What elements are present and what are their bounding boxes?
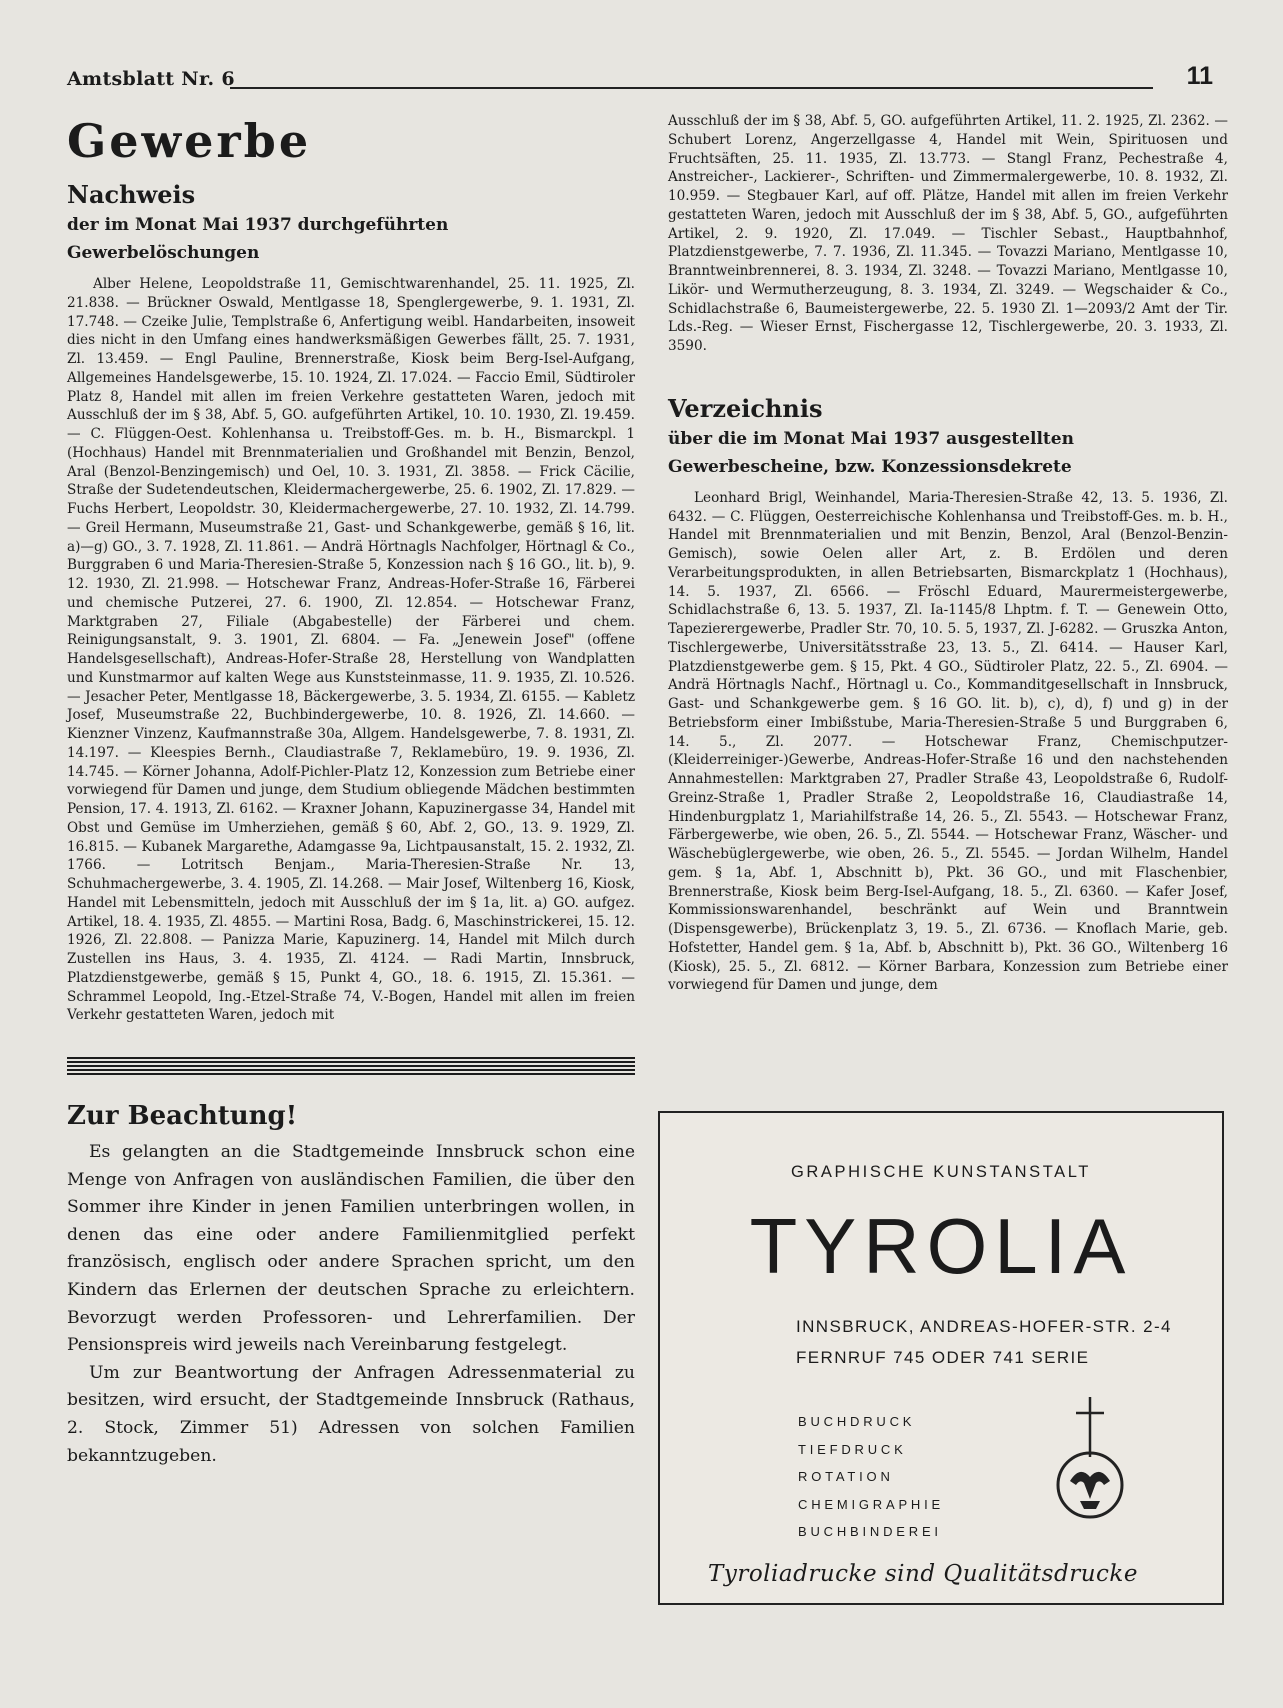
ad-service: TIEFDRUCK — [798, 1441, 907, 1457]
main-title: Gewerbe — [67, 114, 312, 168]
notice-paragraph-2: Um zur Beantwortung der Anfragen Adressenmaterial zu besitzen, wird ersucht, der Stadtgemeinde Innsbruck (Rathaus, 2. Stock, Zimmer 51) Adressen von solchen Familien bekanntzugeben. — [67, 1362, 635, 1466]
ad-service: BUCHDRUCK — [798, 1414, 916, 1429]
notice-paragraph-1: Es gelangten an die Stadtgemeinde Innsbruck schon eine Menge von Anfragen von ausländischen Familien, die über den Sommer ihre Kinder in jenen Familien unterbringen wollen, in denen das eine oder andere Familienmitglied perfekt französisch, englisch oder andere Sprachen spricht, um den Kindern das Erlernen der deutschen Sprache zu erleichtern. Bevorzugt werden Professoren- und Lehrerfamilien. Der Pensionspreis wird jeweils nach Vereinbarung festgelegt. — [67, 1142, 635, 1356]
ad-address-block — [796, 1311, 1172, 1373]
page-header — [67, 62, 1213, 92]
verzeichnis-text: Leonhard Brigl, Weinhandel, Maria-Theresien-Straße 42, 13. 5. 1936, Zl. 6432. — C. Flüggen, Oesterreichische Kohlenhansa und Treibstoff-Ges. m. b. H., Handel mit Brennmaterialien und mit Benzin, Benzol, Aral (Benzol-Benzin-Gemisch), sowie Oelen aller Art, z. B. Erdölen und deren Verarbeitungsprodukten, in allen Betriebsarten, Bismarckplatz 1 (Hochhaus), 14. 5. 1937, Zl. 6566. — Fröschl Eduard, Maurermeistergewerbe, Schidlachstraße 6, 13. 5. 1937, Zl. Ia-1145/8 Lhptm. f. T. — Genewein Otto, Tapezierergewerbe, Pradler Str. 70, 10. 5. 5, 1937, Zl. J-6282. — Gruszka Anton, Tischlergewerbe, Universitätsstraße 23, 13. 5., Zl. 6414. — Hauser Karl, Platzdienstgewerbe gem. § 15, Pkt. 4 GO., Südtiroler Platz, 22. 5., Zl. 6904. — Andrä Hörtnagls Nachf., Hörtnagl u. Co., Kommanditgesellschaft in Innsbruck, Gast- und Schankgewerbe gem. § 16 GO. lit. b), c), d), f) und g) in der Betriebsform einer Imbißstube, Maria-Theresien-Straße 5 und Burggraben 6, 14. 5., Zl. 2077. — Hotschewar Franz, Chemischputzer-(Kleiderreiniger-)Gewerbe, Andreas-Hofer-Straße 16 und den nachstehenden Annahmestellen: Marktgraben 27, Pradler Straße 43, Leopoldstraße 6, Rudolf-Greinz-Straße 1, Pradler Straße 2, Leopoldstraße 16, Claudiastraße 14, Hindenburgplatz 1, Mariahilfstraße 14, 26. 5., Zl. 5543. — Hotschewar Franz, Färbergewerbe, wie oben, 26. 5., Zl. 5544. — Hotschewar Franz, Wäscher- und Wäschebüglergewerbe, wie oben, 26. 5., Zl. 5545. — Jordan Wilhelm, Handel gem. § 1a, Abf. 1, Abschnitt b), Pkt. 36 GO., und mit Flaschenbier, Brennerstraße, Kiosk beim Berg-Isel-Aufgang, 18. 5., Zl. 6360. — Kafer Josef, Kommissionswarenhandel, beschränkt auf Wein und Branntwein (Dispensgewerbe), Brückenplatz 3, 19. 5., Zl. 6736. — Knoflach Marie, geb. Hofstetter, Handel gem. § 1a, Abf. b, Abschnitt b), Pkt. 36 GO., Wiltenberg 16 (Kiosk), 25. 5., Zl. 6812. — Körner Barbara, Konzession zum Betriebe einer vorwiegend für Damen und junge, dem — [668, 489, 1228, 994]
section-divider — [67, 1057, 635, 1075]
ad-kunstanstalt: GRAPHISCHE KUNSTANSTALT — [790, 1163, 1091, 1181]
gazette-issue: Amtsblatt Nr. 6 — [67, 68, 235, 90]
verzeichnis-subtitle: über die im Monat Mai 1937 ausgestellten Gewerbescheine, bzw. Konzessionsdekrete — [668, 428, 1074, 477]
nachweis-subtitle: der im Monat Mai 1937 durchgeführten Gewerbelöschungen — [67, 215, 449, 263]
tyrolia-advertisement — [658, 1111, 1224, 1605]
verzeichnis-title: Verzeichnis — [668, 393, 823, 423]
ad-phone: FERNRUF 745 ODER 741 SERIE — [796, 1348, 1090, 1367]
nachweis-title: Nachweis — [67, 180, 196, 209]
eagle-emblem-icon — [1040, 1397, 1140, 1531]
ad-service: BUCHBINDEREI — [798, 1524, 942, 1539]
ad-address: INNSBRUCK, ANDREAS-HOFER-STR. 2-4 — [796, 1317, 1172, 1336]
notice-title: Zur Beachtung! — [67, 1101, 298, 1131]
nachweis-text: Alber Helene, Leopoldstraße 11, Gemischtwarenhandel, 25. 11. 1925, Zl. 21.838. — Brückner Oswald, Mentlgasse 18, Spenglergewerbe, 9. 1. 1931, Zl. 17.748. — Czeike Julie, Templstraße 6, Anfertigung weibl. Handarbeiten, insoweit dies nicht in den Umfang eines handwerksmäßigen Gewerbes fällt, 25. 7. 1931, Zl. 13.459. — Engl Pauline, Brennerstraße, Kiosk beim Berg-Isel-Aufgang, Allgemeines Handelsgewerbe, 15. 10. 1924, Zl. 17.024. — Faccio Emil, Südtiroler Platz 8, Handel mit allen im freien Verkehre gestatteten Waren, jedoch mit Ausschluß der im § 38, Abf. 5, GO. aufgeführten Artikel, 10. 10. 1930, Zl. 19.459. — C. Flüggen-Oest. Kohlenhansa u. Treibstoff-Ges. m. b. H., Bismarckpl. 1 (Hochhaus) Handel mit Brennmaterialien und Großhandel mit Benzin, Benzol, Aral (Benzol-Benzingemisch) und Oel, 10. 3. 1931, Zl. 3858. — Frick Cäcilie, Straße der Sudetendeutschen, Kleidermachergewerbe, 25. 6. 1902, Zl. 17.829. — Fuchs Herbert, Leopoldstr. 30, Kleidermachergewerbe, 27. 10. 1932, Zl. 14.799. — Greil Hermann, Museumstraße 21, Gast- und Schankgewerbe, gemäß § 16, lit. a)—g) GO., 3. 7. 1928, Zl. 11.861. — Andrä Hörtnagls Nachfolger, Hörtnagl & Co., Burggraben 6 und Maria-Theresien-Straße 5, Konzession nach § 16 GO., lit. b), 9. 12. 1930, Zl. 21.998. — Hotschewar Franz, Andreas-Hofer-Straße 16, Färberei und chemische Putzerei, 27. 6. 1900, Zl. 12.854. — Hotschewar Franz, Marktgraben 27, Filiale (Abgabestelle) der Färberei und chem. Reinigungsanstalt, 9. 3. 1901, Zl. 6804. — Fa. „Jenewein Josef" (offene Handelsgesellschaft), Andreas-Hofer-Straße 28, Herstellung von Wandplatten und Kunstmarmor auf kalten Wege aus Kunststeinmasse, 11. 9. 1935, Zl. 10.526. — Jesacher Peter, Mentlgasse 18, Bäckergewerbe, 3. 5. 1934, Zl. 6155. — Kabletz Josef, Museumstraße 22, Buchbindergewerbe, 10. 8. 1926, Zl. 14.660. — Kienzner Vinzenz, Kaufmannstraße 30a, Allgem. Handelsgewerbe, 7. 8. 1931, Zl. 14.197. — Kleespies Bernh., Claudiastraße 7, Reklamebüro, 19. 9. 1936, Zl. 14.745. — Körner Johanna, Adolf-Pichler-Platz 12, Konzession zum Betriebe einer vorwiegend für Damen und junge, dem Studium obliegende Mädchen bestimmten Pension, 17. 4. 1913, Zl. 6162. — Kraxner Johann, Kapuzinergasse 34, Handel mit Obst und Gemüse im Umherziehen, gemäß § 60, Abf. 2, GO., 13. 9. 1929, Zl. 16.815. — Kubanek Margarethe, Adamgasse 9a, Lichtpausanstalt, 15. 2. 1932, Zl. 1766. — Lotritsch Benjam., Maria-Theresien-Straße Nr. 13, Schuhmachergewerbe, 3. 4. 1905, Zl. 14.268. — Mair Josef, Wiltenberg 16, Kiosk, Handel mit Lebensmitteln, jedoch mit Ausschluß der im § 1a, lit. a) GO. aufgez. Artikel, 18. 4. 1935, Zl. 4855. — Martini Rosa, Badg. 6, Maschinstrickerei, 15. 12. 1926, Zl. 22.808. — Panizza Marie, Kapuzinerg. 14, Handel mit Milch durch Zustellen ins Haus, 3. 4. 1935, Zl. 4124. — Radi Martin, Innsbruck, Platzdienstgewerbe, gemäß § 15, Punkt 4, GO., 18. 6. 1915, Zl. 15.361. — Schrammel Leopold, Ing.-Etzel-Straße 74, V.-Bogen, Handel mit allen im freien Verkehr gestatteten Waren, jedoch mit — [67, 276, 635, 1024]
page-number: 11 — [1186, 62, 1213, 90]
ad-brand: TYROLIA — [749, 1202, 1133, 1290]
ad-services — [798, 1408, 944, 1546]
left-column — [67, 114, 635, 1470]
continuation-text: Ausschluß der im § 38, Abf. 5, GO. aufgeführten Artikel, 11. 2. 1925, Zl. 2362. — Schubert Lorenz, Angerzellgasse 4, Handel mit Wein, Spirituosen und Fruchtsäften, 25. 11. 1935, Zl. 13.773. — Stangl Franz, Pechestraße 4, Anstreicher-, Lackierer-, Schriften- und Zimmermalergewerbe, 10. 8. 1932, Zl. 10.959. — Stegbauer Karl, auf off. Plätze, Handel mit allen im freien Verkehr gestatteten Waren, jedoch mit Ausschluß der im § 38, Abf. 5, GO., aufgeführten Artikel, 2. 9. 1920, Zl. 17.049. — Tischler Sebast., Hauptbahnhof, Platzdienstgewerbe, 7. 7. 1936, Zl. 11.345. — Tovazzi Mariano, Mentlgasse 10, Branntweinbrennerei, 8. 3. 1934, Zl. 3248. — Tovazzi Mariano, Mentlgasse 10, Likör- und Wermutherzeugung, 8. 3. 1934, Zl. 3249. — Wegschaider & Co., Schidlachstraße 6, Baumeistergewerbe, 22. 5. 1930 Zl. 1—2093/2 Amt der Tir. Lds.-Reg. — Wieser Ernst, Fischergasse 12, Tischlergewerbe, 20. 3. 1933, Zl. 3590. — [668, 113, 1228, 354]
ad-service: CHEMIGRAPHIE — [798, 1496, 945, 1512]
ad-service: ROTATION — [798, 1469, 894, 1484]
header-rule — [230, 87, 1153, 89]
right-column — [668, 112, 1228, 995]
ad-slogan: Tyroliadrucke sind Qualitätsdrucke — [708, 1561, 1138, 1587]
